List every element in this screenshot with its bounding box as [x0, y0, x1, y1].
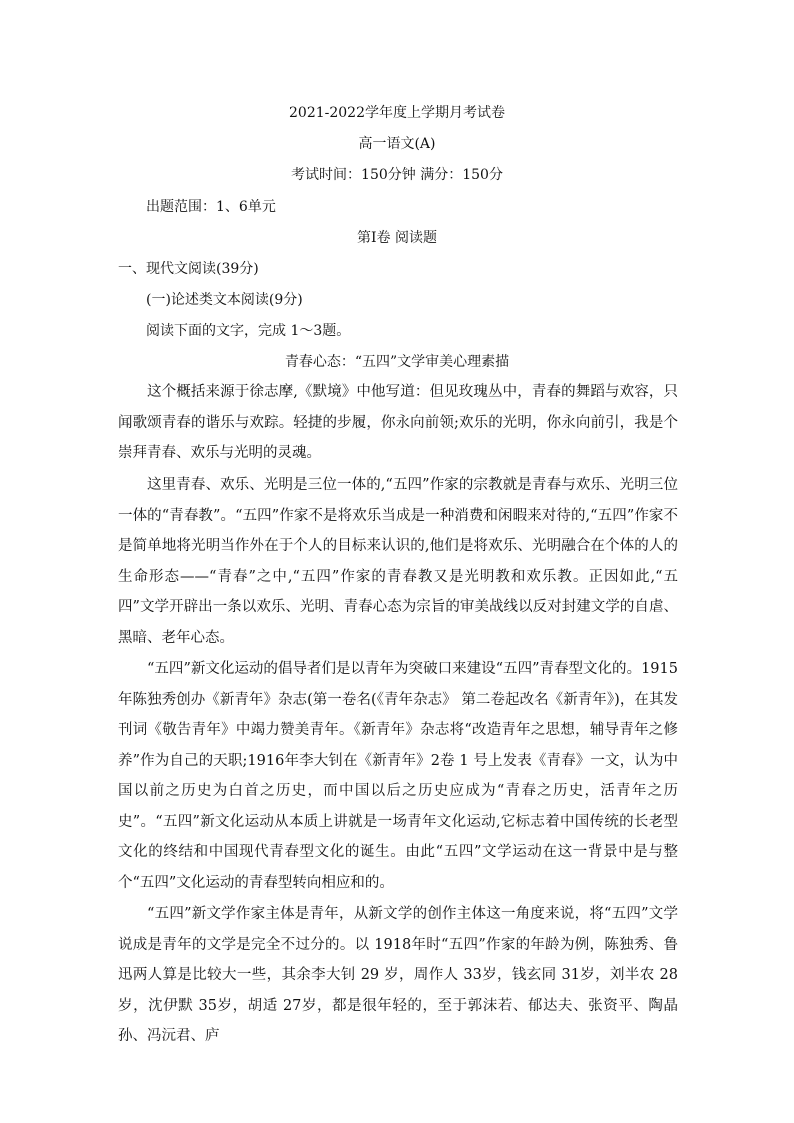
part-one-heading: 一、现代文阅读(39分) — [118, 261, 259, 277]
article-paragraph-2: 这里青春、欢乐、光明是三位一体的,“五四”作家的宗教就是青春与欢乐、光明三位一体的“青春教”。“五四”作家不是将欢乐当成是一种消费和闲暇来对待的,“五四”作家不是简单地将光明当作外在于个人的目标来认识的,他们是将欢乐、光明融合在个体的人的生命形态——“青春”之中,“五四”作家的青春教又是光明教和欢乐教。正因如此,“五四”文学开辟出一条以欢乐、光明、青春心态为宗旨的审美战线以反对封建文学的自虐、黑暗、老年心态。 — [118, 477, 678, 646]
exam-title: 2021-2022学年度上学期月考试卷 — [289, 105, 505, 121]
article-paragraph-4: “五四”新文学作家主体是青年，从新文学的创作主体这一角度来说，将“五四”文学说成是青年的文学是完全不过分的。以 1918年时“五四”作家的年龄为例，陈独秀、鲁迅两人算是比较大一些，其余李大钊 29 岁，周作人 33岁，钱玄同 31岁，刘半农 28岁，沈伊默 35岁，胡适 27岁，都是很年轻的，至于郭沫若、郁达夫、张资平、陶晶孙、冯沅君、庐 — [118, 906, 678, 1044]
exam-subject: 高一语文(A) — [358, 136, 436, 152]
reading-instruction: 阅读下面的文字，完成 1～3题。 — [146, 323, 351, 339]
article-paragraph-1: 这个概括来源于徐志摩,《默境》中他写道：但见玫瑰丛中，青春的舞蹈与欢容，只闻歌颂青春的谐乐与欢踪。轻捷的步履，你永向前领;欢乐的光明，你永向前引，我是个崇拜青春、欢乐与光明的灵魂。 — [118, 384, 678, 461]
exam-scope: 出题范围：1、6单元 — [146, 199, 276, 215]
sub-part-heading: (一)论述类文本阅读(9分) — [146, 292, 303, 308]
article-title: 青春心态：“五四”文学审美心理素描 — [284, 354, 510, 370]
article-paragraph-3: “五四”新文化运动的倡导者们是以青年为突破口来建设“五四”青春型文化的。1915年陈独秀创办《新青年》杂志(第一卷名(《青年杂志》 第二卷起改名《新青年》)，在其发刊词《敬告青年》中竭力赞美青年。《新青年》杂志将“改造青年之思想，辅导青年之修养”作为自己的天职;1916年李大钊在《新青年》2卷 1 号上发表《青春》一文，认为中国以前之历史为白首之历史，而中国以后之历史应成为“青春之历史，活青年之历史”。“五四”新文化运动从本质上讲就是一场青年文化运动,它标志着中国传统的长老型文化的终结和中国现代青春型文化的诞生。由此“五四”文学运动在这一背景中是与整个“五四”文化运动的青春型转向相应和的。 — [118, 661, 678, 891]
volume-title: 第Ⅰ卷 阅读题 — [357, 230, 437, 246]
exam-info: 考试时间：150分钟 满分：150分 — [291, 167, 503, 183]
